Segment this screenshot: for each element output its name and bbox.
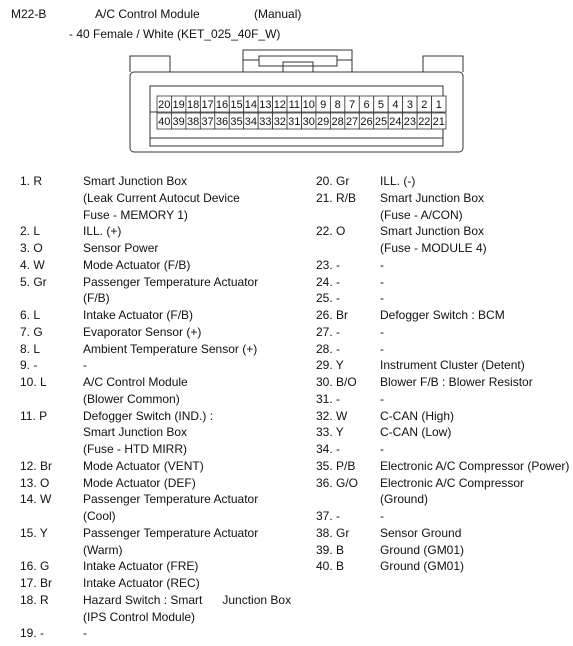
pin-description: Ground (GM01) <box>380 559 465 574</box>
pin-number: 3 <box>406 99 413 111</box>
pin-id: 11. P <box>20 408 48 423</box>
pin-description: Passenger Temperature Actuator <box>83 525 259 540</box>
pin-number: 25 <box>374 116 388 128</box>
pin-description: (Ground) <box>380 492 429 507</box>
pin-number: 7 <box>349 99 356 111</box>
pin-row <box>20 609 300 626</box>
pin-row <box>20 575 300 592</box>
pin-number: 18 <box>187 99 200 111</box>
pin-number: 1 <box>435 99 442 111</box>
pin-id: 13. O <box>20 475 50 490</box>
pin-id: 19. - <box>20 626 45 641</box>
pin-row <box>20 290 300 307</box>
pin-id: 26. Br <box>316 308 349 322</box>
pin-row <box>316 223 571 240</box>
pin-description: C-CAN (High) <box>380 408 455 423</box>
pin-id: 25. - <box>316 291 341 306</box>
pin-row <box>20 592 300 609</box>
pin-id: 18. R <box>20 592 49 607</box>
pin-row <box>20 441 300 458</box>
pin-description: Mode Actuator (F/B) <box>83 257 191 272</box>
pin-description: (F/B) <box>83 291 110 306</box>
pin-description: Smart Junction Box <box>83 425 188 440</box>
pin-row <box>20 240 300 257</box>
pin-row <box>20 307 300 324</box>
pin-number: 16 <box>215 99 229 111</box>
pin-id: 21. R/B <box>316 190 357 205</box>
pin-id: 31. - <box>316 391 341 406</box>
pin-id: 23. - <box>316 257 341 272</box>
pin-number: 39 <box>172 116 185 128</box>
pin-row <box>20 274 300 291</box>
pin-row <box>316 190 571 207</box>
pin-row <box>316 324 571 341</box>
pin-description: Blower F/B : Blower Resistor <box>380 375 533 389</box>
pin-number: 19 <box>172 99 185 111</box>
pin-row <box>20 324 300 341</box>
pin-row <box>316 424 571 441</box>
pin-id: 8. L <box>20 341 41 356</box>
pin-id: 15. Y <box>20 525 48 540</box>
connector-spec: - 40 Female / White (KET_025_40F_W) <box>69 27 281 41</box>
pin-description: Intake Actuator (F/B) <box>83 308 194 322</box>
pin-row <box>20 341 300 358</box>
pin-description: Intake Actuator (FRE) <box>83 559 199 574</box>
pin-id: 6. L <box>20 308 41 322</box>
pin-description: Evaporator Sensor (+) <box>83 324 202 339</box>
pin-description: A/C Control Module <box>83 375 188 389</box>
pin-number: 36 <box>215 116 229 128</box>
pin-number: 29 <box>317 116 330 128</box>
pin-description: Mode Actuator (DEF) <box>83 475 196 490</box>
pin-row <box>316 173 571 190</box>
pin-description: Mode Actuator (VENT) <box>83 458 204 473</box>
pin-id: 32. W <box>316 408 348 423</box>
pin-number: 35 <box>230 116 243 128</box>
pin-number: 31 <box>288 116 301 128</box>
pin-number: 13 <box>259 99 272 111</box>
pin-id: 9. - <box>20 358 38 373</box>
pin-id: 14. W <box>20 492 52 507</box>
pin-row <box>20 525 300 542</box>
module-variant: (Manual) <box>254 7 302 21</box>
pin-row <box>20 475 300 492</box>
pin-row <box>316 290 571 307</box>
pin-number: 34 <box>244 116 258 128</box>
pin-description: (Warm) <box>83 542 123 557</box>
pin-description: - <box>380 442 384 456</box>
pin-description: (Leak Current Autocut Device <box>83 190 240 205</box>
pin-id: 20. Gr <box>316 174 350 188</box>
pin-row <box>20 257 300 274</box>
pin-id: 5. Gr <box>20 274 47 289</box>
pin-id: 10. L <box>20 375 47 389</box>
pin-id: 2. L <box>20 224 41 239</box>
pin-description: Instrument Cluster (Detent) <box>380 358 525 373</box>
pin-row <box>20 625 300 642</box>
pin-id: 24. - <box>316 274 341 289</box>
pin-number: 9 <box>320 99 327 111</box>
right-latch <box>423 56 463 72</box>
pin-description: (Fuse - HTD MIRR) <box>83 442 187 456</box>
pin-row <box>316 508 571 525</box>
pin-number: 26 <box>360 116 373 128</box>
pin-id: 38. Gr <box>316 525 350 540</box>
pin-row <box>316 391 571 408</box>
pin-row <box>20 207 300 224</box>
pin-description: (Blower Common) <box>83 391 180 406</box>
left-latch <box>130 56 170 72</box>
module-name: A/C Control Module <box>95 7 200 21</box>
pin-number: 17 <box>201 99 214 111</box>
pin-description: (IPS Control Module) <box>83 609 196 624</box>
pin-row <box>316 207 571 224</box>
pin-row <box>20 223 300 240</box>
pin-id: 22. O <box>316 224 346 239</box>
pin-description: - <box>380 391 384 406</box>
pin-description: - <box>380 341 384 356</box>
pin-description: Electronic A/C Compressor (Power) <box>380 458 570 473</box>
pin-number: 2 <box>421 99 428 111</box>
pin-id: 37. - <box>316 509 341 523</box>
pin-row <box>316 257 571 274</box>
pin-number: 12 <box>273 99 286 111</box>
pin-number: 28 <box>331 116 344 128</box>
pin-id: 30. B/O <box>316 375 357 389</box>
pin-description: - <box>380 291 384 306</box>
pin-id: 33. Y <box>316 425 344 440</box>
pin-description: Passenger Temperature Actuator <box>83 274 259 289</box>
pin-id: 16. G <box>20 559 50 574</box>
pin-id: 17. Br <box>20 576 53 590</box>
pin-description: Defogger Switch (IND.) : <box>83 408 214 423</box>
pin-number: 6 <box>363 99 370 111</box>
connector-code: M22-B <box>11 7 47 21</box>
pin-row <box>316 525 571 542</box>
pin-number: 14 <box>244 99 258 111</box>
pin-row <box>316 341 571 358</box>
pin-description: - <box>380 324 384 339</box>
pin-id: 7. G <box>20 324 43 339</box>
pin-description: - <box>380 274 384 289</box>
pin-id: 1. R <box>20 174 43 188</box>
pin-row <box>20 173 300 190</box>
pin-number: 33 <box>259 116 272 128</box>
pin-row <box>316 274 571 291</box>
pin-row <box>20 190 300 207</box>
pin-row <box>20 458 300 475</box>
pin-row <box>20 408 300 425</box>
pin-row <box>316 558 571 575</box>
pin-row <box>316 491 571 508</box>
pin-id: 27. - <box>316 324 341 339</box>
pin-row <box>20 491 300 508</box>
pin-id: 36. G/O <box>316 475 359 490</box>
pin-description: Passenger Temperature Actuator <box>83 492 259 507</box>
pin-description: Smart Junction Box <box>380 224 485 239</box>
pin-number: 5 <box>377 99 385 111</box>
pin-row <box>316 441 571 458</box>
pin-description: - <box>380 257 384 272</box>
pin-id: 34. - <box>316 442 341 456</box>
pin-id: 28. - <box>316 341 341 356</box>
connector-diagram <box>0 0 573 160</box>
pin-description: - <box>83 358 87 373</box>
pin-number: 32 <box>273 116 286 128</box>
pin-row <box>20 542 300 559</box>
pin-description: Ambient Temperature Sensor (+) <box>83 341 258 356</box>
pin-description: Ground (GM01) <box>380 542 465 557</box>
pin-id: 3. O <box>20 241 43 255</box>
pin-row <box>316 307 571 324</box>
pin-description: Fuse - MEMORY 1) <box>83 207 188 222</box>
pin-id: 35. P/B <box>316 458 356 473</box>
pin-grid <box>157 96 446 129</box>
pin-row <box>20 424 300 441</box>
pin-number: 8 <box>334 99 341 111</box>
pin-number: 15 <box>230 99 243 111</box>
pin-description: ILL. (-) <box>380 174 416 188</box>
pin-description: C-CAN (Low) <box>380 425 452 440</box>
pin-description: Sensor Power <box>83 241 159 255</box>
pin-number: 38 <box>187 116 200 128</box>
pin-number: 4 <box>392 99 399 111</box>
pin-description: Electronic A/C Compressor <box>380 475 525 490</box>
pin-row <box>316 408 571 425</box>
pin-id: 4. W <box>20 257 45 272</box>
pin-description: ILL. (+) <box>83 224 122 239</box>
pin-description: (Fuse - A/CON) <box>380 207 463 222</box>
pin-number: 22 <box>418 116 431 128</box>
pin-description: Smart Junction Box <box>380 190 485 205</box>
pin-number: 10 <box>302 99 315 111</box>
pin-id: 40. B <box>316 559 345 574</box>
pin-number: 37 <box>201 116 214 128</box>
pin-description: Hazard Switch : Smart Junction Box <box>83 592 292 607</box>
pin-row <box>316 475 571 492</box>
pin-description: Smart Junction Box <box>83 174 188 188</box>
pin-row <box>316 374 571 391</box>
pin-row <box>20 357 300 374</box>
pin-id: 39. B <box>316 542 345 557</box>
pin-id: 29. Y <box>316 358 344 373</box>
pin-row <box>316 357 571 374</box>
pin-row <box>316 240 571 257</box>
pin-description: Defogger Switch : BCM <box>380 308 505 322</box>
pin-description: - <box>83 626 87 641</box>
pin-number: 27 <box>345 116 359 128</box>
pin-row <box>20 508 300 525</box>
pin-description: - <box>380 509 384 523</box>
pin-row <box>20 374 300 391</box>
pin-number: 21 <box>432 116 445 128</box>
pin-id: 12. Br <box>20 458 53 473</box>
pin-description: Sensor Ground <box>380 525 462 540</box>
pin-row <box>20 391 300 408</box>
pin-number: 30 <box>302 116 315 128</box>
pin-number: 23 <box>403 116 416 128</box>
pin-number: 11 <box>288 99 300 111</box>
pin-number: 40 <box>158 116 171 128</box>
pin-number: 24 <box>389 116 402 128</box>
pin-row <box>20 558 300 575</box>
pin-number: 20 <box>158 99 171 111</box>
pin-description: (Fuse - MODULE 4) <box>380 241 487 255</box>
pin-row <box>316 542 571 559</box>
pin-description: (Cool) <box>83 509 116 523</box>
pin-row <box>316 458 571 475</box>
pin-description: Intake Actuator (REC) <box>83 576 200 590</box>
